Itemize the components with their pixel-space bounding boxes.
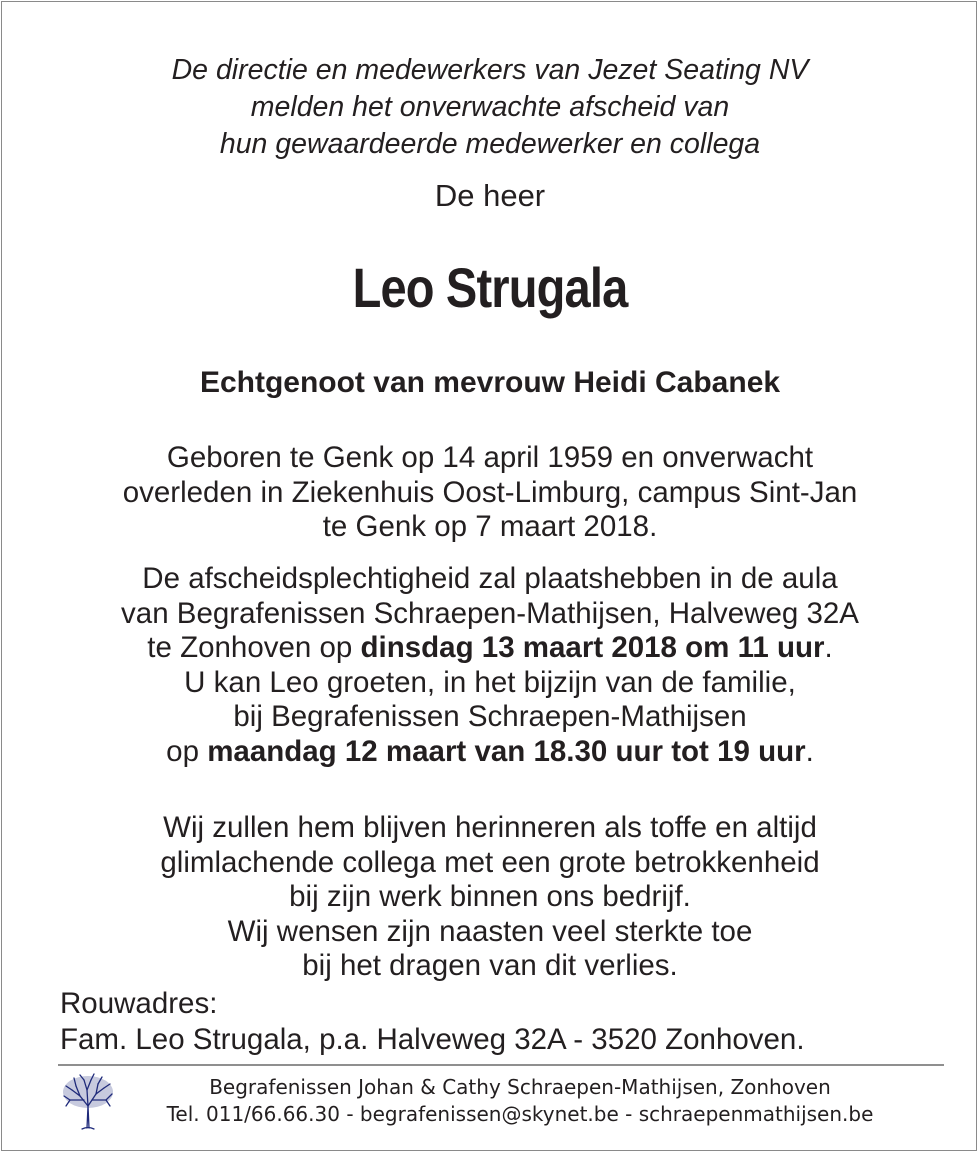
memory-paragraph <box>0 811 980 984</box>
ceremony-date: dinsdag 13 maart 2018 om 11 uur <box>360 631 825 664</box>
visitation-text: . <box>805 734 814 768</box>
ceremony-line <box>0 631 980 666</box>
ceremony-line <box>0 735 980 770</box>
visitation-text: op <box>166 734 208 768</box>
birth-line: overleden in Ziekenhuis Oost-Limburg, campus Sint-Jan <box>122 475 858 509</box>
ceremony-line: van Begrafenissen Schraepen-Mathijsen, Halveweg 32A <box>121 596 859 630</box>
address-label: Rouwadres: <box>60 987 218 1020</box>
birth-line: te Genk op 7 maart 2018. <box>322 510 658 543</box>
memory-line: Wij wensen zijn naasten veel sterkte toe <box>227 914 753 948</box>
ceremony-text: te Zonhoven op <box>147 631 361 664</box>
memory-line: bij het dragen van dit verlies. <box>302 949 678 982</box>
ceremony-paragraph <box>0 562 980 769</box>
intro-text <box>0 52 980 163</box>
footer-company: Begrafenissen Johan & Cathy Schraepen-Mathijsen, Zonhoven <box>209 1075 831 1099</box>
spouse-line: Echtgenoot van mevrouw Heidi Cabanek <box>199 366 781 399</box>
ceremony-line: De afscheidsplechtigheid zal plaatshebben in de aula <box>142 562 838 595</box>
intro-line: melden het onverwachte afscheid van <box>250 91 730 123</box>
ceremony-text: . <box>824 631 833 664</box>
deceased-name: Leo Strugala <box>352 256 628 319</box>
visitation-date: maandag 12 maart van 18.30 uur tot 19 uur <box>207 734 806 768</box>
birth-paragraph <box>0 441 980 545</box>
birth-line: Geboren te Genk op 14 april 1959 en onverwacht <box>166 441 814 474</box>
memory-line: bij zijn werk binnen ons bedrijf. <box>289 880 691 913</box>
ceremony-line: bij Begrafenissen Schraepen-Mathijsen <box>233 700 747 733</box>
footer-divider <box>58 1064 944 1066</box>
address-value: Fam. Leo Strugala, p.a. Halveweg 32A - 3520 Zonhoven. <box>60 1023 805 1056</box>
intro-line: hun gewaardeerde medewerker en collega <box>219 128 761 160</box>
footer-contact: Tel. 011/66.66.30 - begrafenissen@skynet.be - schraepenmathijsen.be <box>166 1102 874 1126</box>
memory-line: Wij zullen hem blijven herinneren als toffe en altijd <box>163 811 817 844</box>
ceremony-line: U kan Leo groeten, in het bijzijn van de familie, <box>184 665 796 699</box>
salutation: De heer <box>434 178 546 213</box>
memory-line: glimlachende collega met een grote betrokkenheid <box>160 845 820 879</box>
tree-icon <box>60 1072 116 1130</box>
intro-line: De directie en medewerkers van Jezet Seating NV <box>171 54 809 86</box>
